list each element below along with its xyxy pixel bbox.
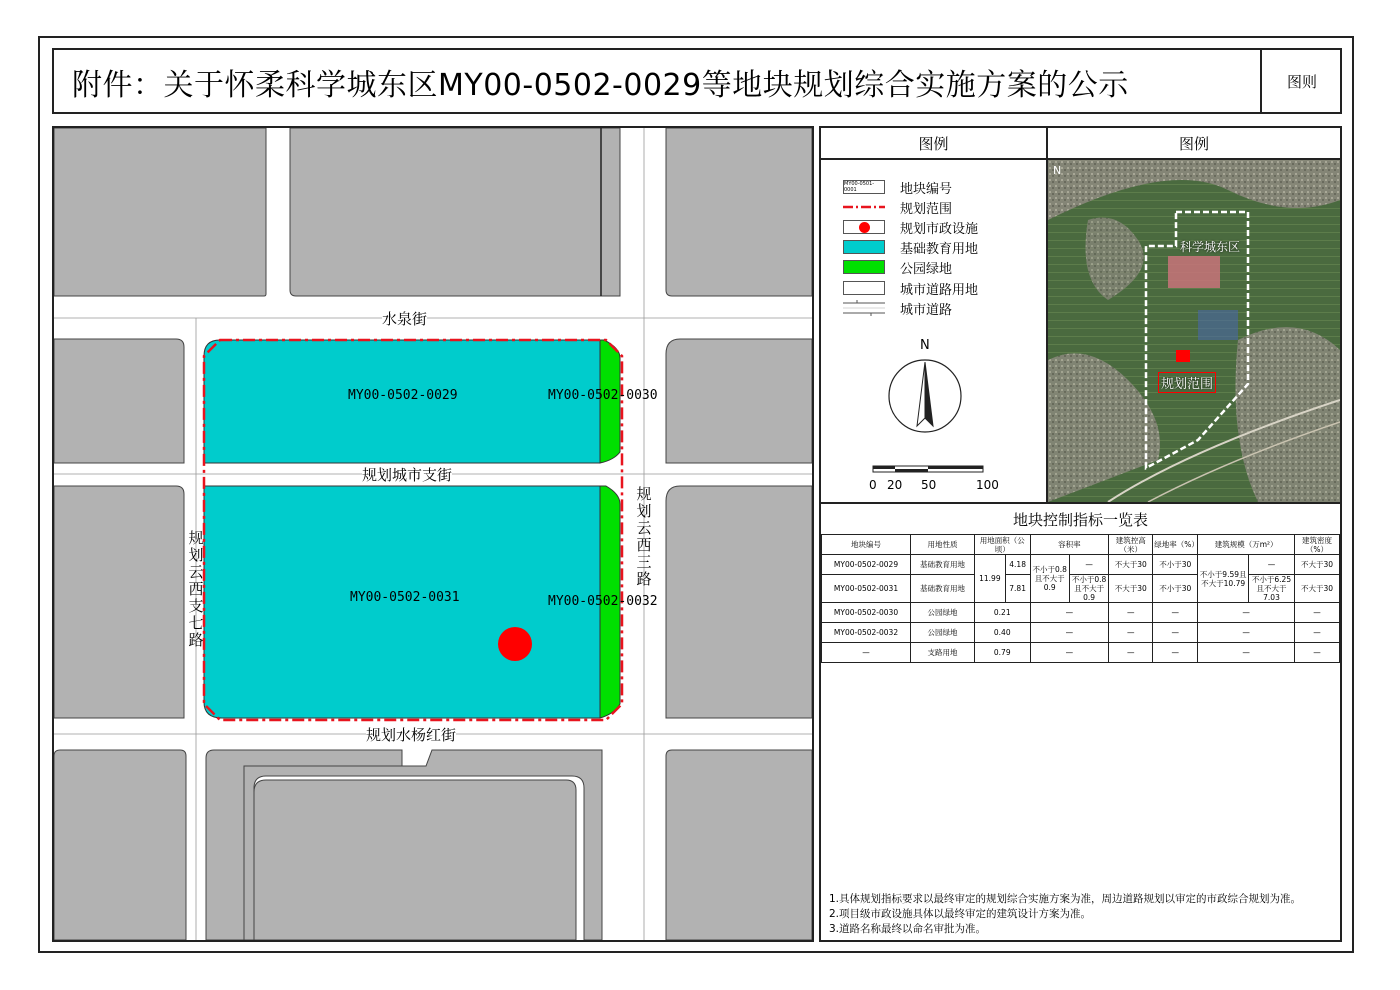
- location-header: 图例: [1048, 128, 1340, 160]
- legend-item-facility: [843, 218, 978, 236]
- header-cell: 容积率: [1030, 535, 1109, 555]
- cell-scale: —: [1198, 603, 1295, 623]
- cell-scale: —: [1198, 623, 1295, 643]
- cell-height: —: [1109, 623, 1153, 643]
- cell-green: 不小于30: [1153, 575, 1198, 603]
- legend-item-parcel-code: [843, 178, 952, 196]
- cell-green: —: [1153, 603, 1198, 623]
- cell-far: —: [1030, 643, 1109, 663]
- info-panel: [819, 126, 1342, 942]
- cell-use: 公园绿地: [911, 603, 975, 623]
- site-marker: [1176, 350, 1190, 362]
- legend-item-education: [843, 238, 978, 256]
- header-cell: 建筑密度（%）: [1295, 535, 1340, 555]
- cell-green: —: [1153, 643, 1198, 663]
- area-label: 科学城东区: [1180, 240, 1241, 254]
- legend-item-road-land: [843, 279, 978, 297]
- cell-area: 7.81: [1005, 575, 1030, 603]
- table-row: [822, 623, 1340, 643]
- cell-far: 不小于0.8且不大于0.9: [1030, 555, 1069, 603]
- legend-item-green: [843, 258, 952, 276]
- block-w-mid1: [54, 339, 184, 463]
- road-label-south: 规划水杨红街: [366, 726, 457, 744]
- cell-height: 不大于30: [1109, 555, 1153, 575]
- road-label-east: 规 划 云 西 三 路: [636, 485, 652, 588]
- cell-height: 不大于30: [1109, 575, 1153, 603]
- cell-far: 不小于0.8且不大于0.9: [1069, 575, 1108, 603]
- page-title: 附件：关于怀柔科学城东区MY00-0502-0029等地块规划综合实施方案的公示: [72, 68, 1129, 103]
- cell-scale: —: [1249, 555, 1295, 575]
- note-2: 2.项目级市政设施具体以最终审定的建筑设计方案为准。: [829, 908, 1092, 920]
- cell-scale: 不小于9.59且不大于10.79: [1198, 555, 1249, 603]
- cell-id: —: [822, 643, 911, 663]
- note-3: 3.道路名称最终以命名审批为准。: [829, 923, 987, 935]
- block-w-mid2: [54, 486, 184, 718]
- cell-far: —: [1030, 603, 1109, 623]
- site-plan-map[interactable]: [52, 126, 814, 942]
- table-title: 地块控制指标一览表: [821, 502, 1340, 534]
- legend-label: 规划市政设施: [900, 221, 979, 237]
- control-index-table: [821, 534, 1340, 663]
- block-se: [666, 750, 812, 940]
- location-north-label: N: [1053, 164, 1062, 177]
- block-nw-top: [54, 128, 266, 296]
- table-row: [822, 643, 1340, 663]
- cell-area: 0.40: [975, 623, 1031, 643]
- satellite-image: [1048, 160, 1340, 502]
- cell-area-total: 11.99: [975, 555, 1006, 603]
- scale-bar-icon: [871, 464, 985, 476]
- cell-height: —: [1109, 643, 1153, 663]
- header-cell: 绿地率（%）: [1153, 535, 1198, 555]
- block-n-top: [290, 128, 620, 296]
- scale-50: 50: [921, 478, 937, 492]
- legend-label: 地块编号: [900, 181, 953, 197]
- cyan-swatch-icon: [843, 240, 885, 254]
- block-e-mid2: [666, 486, 812, 718]
- legend-label: 基础教育用地: [900, 241, 979, 257]
- cell-use: 基础教育用地: [911, 555, 975, 575]
- cell-id: MY00-0502-0030: [822, 603, 911, 623]
- white-swatch-icon: [843, 281, 885, 295]
- boundary-dash-icon: [843, 200, 885, 214]
- legend-panel: [821, 160, 1048, 502]
- table-row: [822, 603, 1340, 623]
- legend-item-road: [843, 299, 952, 317]
- north-arrow-icon: [887, 358, 963, 434]
- road-label-west: 规 划 云 西 支 七 路: [188, 529, 204, 649]
- road-lines-icon: [843, 301, 885, 315]
- legend-label: 规划范围: [900, 201, 953, 217]
- parcel-label-0030: MY00-0502-0030: [548, 388, 658, 403]
- cell-area: 4.18: [1005, 555, 1030, 575]
- municipal-facility-marker: [498, 627, 532, 661]
- note-1: 1.具体规划指标要求以最终审定的规划综合实施方案为准，周边道路规划以审定的市政综合规划为准。: [829, 893, 1302, 905]
- cell-scale: —: [1198, 643, 1295, 663]
- cell-far: —: [1069, 555, 1108, 575]
- cell-green: —: [1153, 623, 1198, 643]
- legend-label: 公园绿地: [900, 261, 953, 277]
- cell-area: 0.79: [975, 643, 1031, 663]
- legend-label: 城市道路: [900, 302, 953, 318]
- cell-use: 公园绿地: [911, 623, 975, 643]
- cell-green: 不小于30: [1153, 555, 1198, 575]
- cell-use: 基础教育用地: [911, 575, 975, 603]
- north-label: N: [920, 338, 930, 353]
- header-cell: 建筑规模（万m²）: [1198, 535, 1295, 555]
- cell-density: —: [1295, 643, 1340, 663]
- scale-20: 20: [887, 478, 903, 492]
- header-cell: 用地面积（公顷）: [975, 535, 1031, 555]
- cell-id: MY00-0502-0031: [822, 575, 911, 603]
- cell-id: MY00-0502-0032: [822, 623, 911, 643]
- scale-100: 100: [976, 478, 999, 492]
- cell-density: —: [1295, 623, 1340, 643]
- parcel-label-0029: MY00-0502-0029: [348, 388, 458, 403]
- road-label-middle: 规划城市支街: [362, 466, 453, 484]
- red-dot-icon: [843, 220, 885, 234]
- block-ne-top: [666, 128, 812, 296]
- cell-density: 不大于30: [1295, 555, 1340, 575]
- legend-item-boundary: [843, 198, 952, 216]
- notes: [829, 892, 1301, 937]
- sheet-type-label: 图则: [1286, 72, 1317, 91]
- block-sw: [54, 750, 186, 940]
- cell-density: —: [1295, 603, 1340, 623]
- table-row: [822, 555, 1340, 575]
- cell-id: MY00-0502-0029: [822, 555, 911, 575]
- cell-density: 不大于30: [1295, 575, 1340, 603]
- parcel-label-0031: MY00-0502-0031: [350, 590, 460, 605]
- road-label-north: 水泉街: [382, 310, 428, 328]
- table-row: [822, 575, 1340, 603]
- header-cell: 地块编号: [822, 535, 911, 555]
- site-plan-svg: [54, 128, 812, 940]
- cell-area: 0.21: [975, 603, 1031, 623]
- table-header-row: [822, 535, 1340, 555]
- legend-label: 城市道路用地: [900, 282, 979, 298]
- location-map[interactable]: [1048, 160, 1340, 502]
- block-s-inner: [254, 780, 576, 940]
- cell-far: —: [1030, 623, 1109, 643]
- header-cell: 用地性质: [911, 535, 975, 555]
- cell-scale: 不小于6.25且不大于7.03: [1249, 575, 1295, 603]
- block-e-mid1: [666, 339, 812, 463]
- green-swatch-icon: [843, 260, 885, 274]
- parcel-code-icon: MY00-0501-0001: [843, 180, 885, 194]
- site-label: 规划范围: [1158, 372, 1216, 393]
- legend-header: 图例: [821, 128, 1048, 160]
- scale-0: 0: [869, 478, 877, 492]
- cell-use: 支路用地: [911, 643, 975, 663]
- header-cell: 建筑控高（米）: [1109, 535, 1153, 555]
- parcel-label-0032: MY00-0502-0032: [548, 594, 658, 609]
- cell-height: —: [1109, 603, 1153, 623]
